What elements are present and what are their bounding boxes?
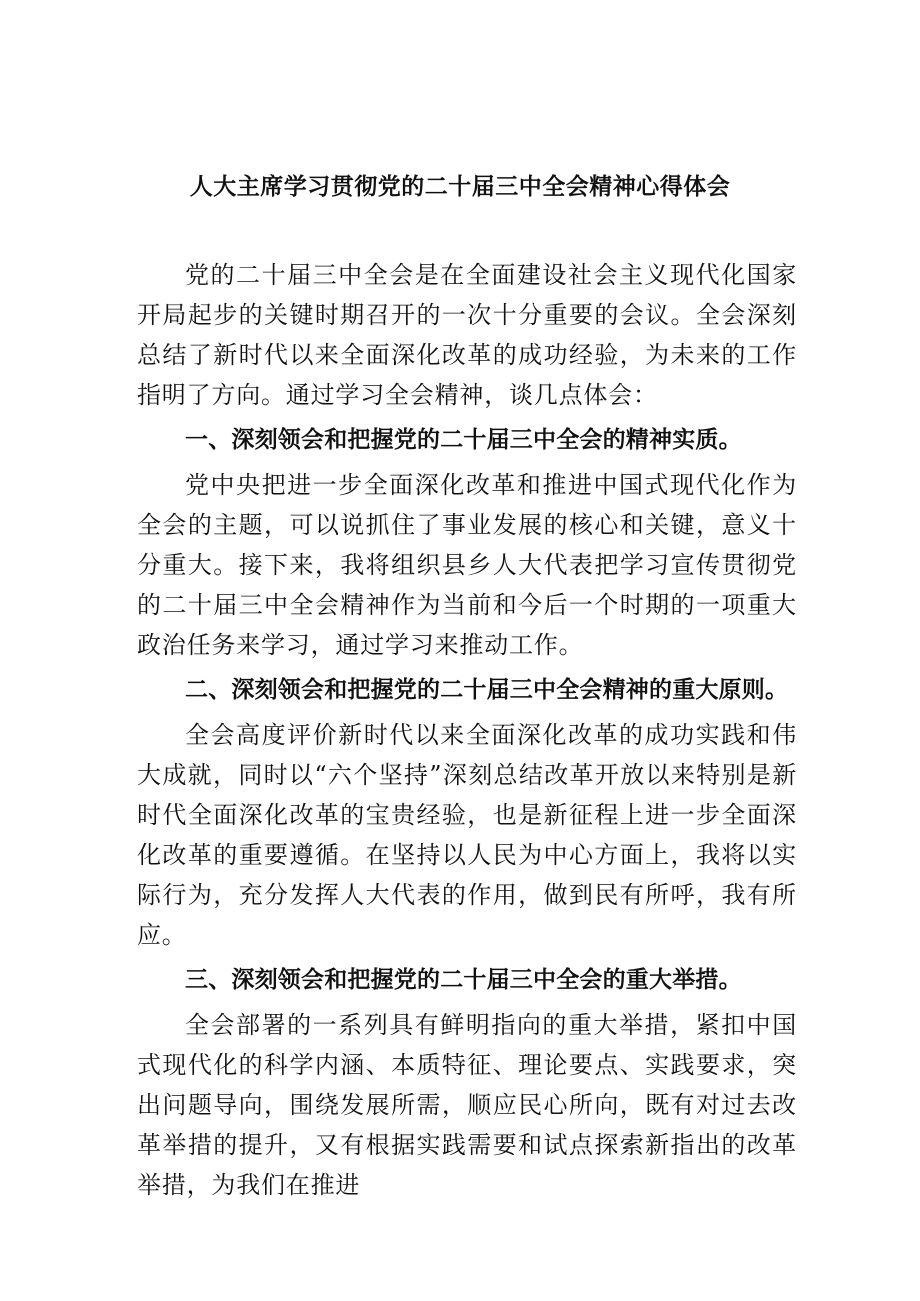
section-2-body: 全会高度评价新时代以来全面深化改革的成功实践和伟大成就，同时以“六个坚持”深刻总结改革开放以来特别是新时代全面深化改革的宝贵经验，也是新征程上进一步全面深化改革的重要遵循。在坚持以人民为中心方面上，我将以实际行为，充分发挥人大代表的作用，做到民有所呼，我有所应。 [137,721,797,949]
document-body [137,255,797,1205]
section-3-heading: 三、深刻领会和把握党的二十届三中全会的重大举措。 [185,966,742,993]
intro-paragraph: 党的二十届三中全会是在全面建设社会主义现代化国家开局起步的关键时期召开的一次十分重要的会议。全会深刻总结了新时代以来全面深化改革的成功经验，为未来的工作指明了方向。通过学习全会精神，谈几点体会： [137,261,797,409]
document-title: 人大主席学习贯彻党的二十届三中全会精神心得体会 [189,173,731,200]
section-1-body: 党中央把进一步全面深化改革和推进中国式现代化作为全会的主题，可以说抓住了事业发展的核心和关键，意义十分重大。接下来，我将组织县乡人大代表把学习宣传贯彻党的二十届三中全会精神作为当前和今后一个时期的一项重大政治任务来学习，通过学习来推动工作。 [137,471,797,659]
section-1-heading: 一、深刻领会和把握党的二十届三中全会的精神实质。 [185,426,742,453]
section-3-body: 全会部署的一系列具有鲜明指向的重大举措，紧扣中国式现代化的科学内涵、本质特征、理论要点、实践要求，突出问题导向，围绕发展所需，顺应民心所向，既有对过去改革举措的提升，又有根据实践需要和试点探索新指出的改革举措，为我们在推进 [137,1011,797,1199]
section-2-heading: 二、深刻领会和把握党的二十届三中全会精神的重大原则。 [185,676,789,703]
